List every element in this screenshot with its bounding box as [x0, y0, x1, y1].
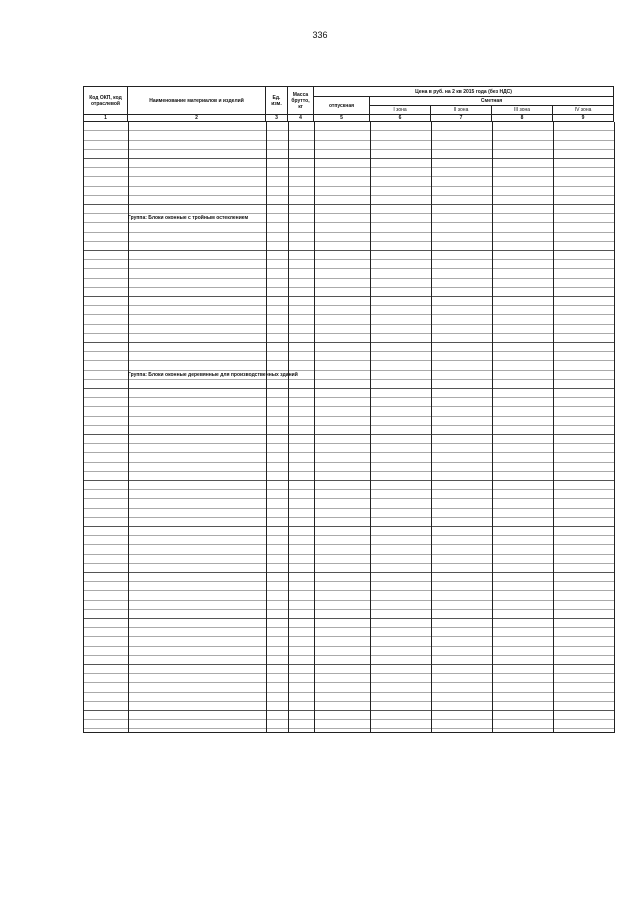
column-number: 4 — [288, 115, 314, 122]
column-number: 8 — [492, 115, 553, 122]
column-number: 6 — [370, 115, 431, 122]
header-estimate: Сметная — [370, 97, 614, 106]
column-divider — [431, 122, 432, 732]
table-body-unread — [83, 122, 615, 733]
price-table — [83, 86, 613, 733]
column-divider — [128, 122, 129, 732]
column-number: 9 — [553, 115, 614, 122]
table-header — [83, 86, 614, 122]
column-number: 7 — [431, 115, 492, 122]
column-number: 5 — [314, 115, 370, 122]
column-number: 2 — [128, 115, 266, 122]
header-mass: Масса брутто, кг — [288, 87, 314, 115]
column-divider — [314, 122, 315, 732]
page-number: 336 — [312, 30, 328, 40]
header-release: отпускная — [314, 97, 370, 115]
column-divider — [370, 122, 371, 732]
column-divider — [553, 122, 554, 732]
column-number-row — [84, 115, 614, 122]
column-divider — [266, 122, 267, 732]
column-number: 1 — [84, 115, 128, 122]
header-unit: Ед. изм. — [266, 87, 288, 115]
header-zone4: IV зона — [553, 106, 614, 115]
column-number: 3 — [266, 115, 288, 122]
group-heading: Группа: Блоки оконные деревянные для производственных зданий — [128, 372, 298, 378]
group-heading: Группа: Блоки оконные с тройным остеклением — [128, 215, 249, 221]
header-zone2: II зона — [431, 106, 492, 115]
header-price-group: Цена в руб. на 2 кв 2015 года (без НДС) — [314, 87, 614, 97]
column-divider — [492, 122, 493, 732]
header-name: Наименование материалов и изделий — [128, 87, 266, 115]
header-code: Код ОКП, код отраслевой — [84, 87, 128, 115]
header-zone3: III зона — [492, 106, 553, 115]
header-zone1: I зона — [370, 106, 431, 115]
column-divider — [288, 122, 289, 732]
